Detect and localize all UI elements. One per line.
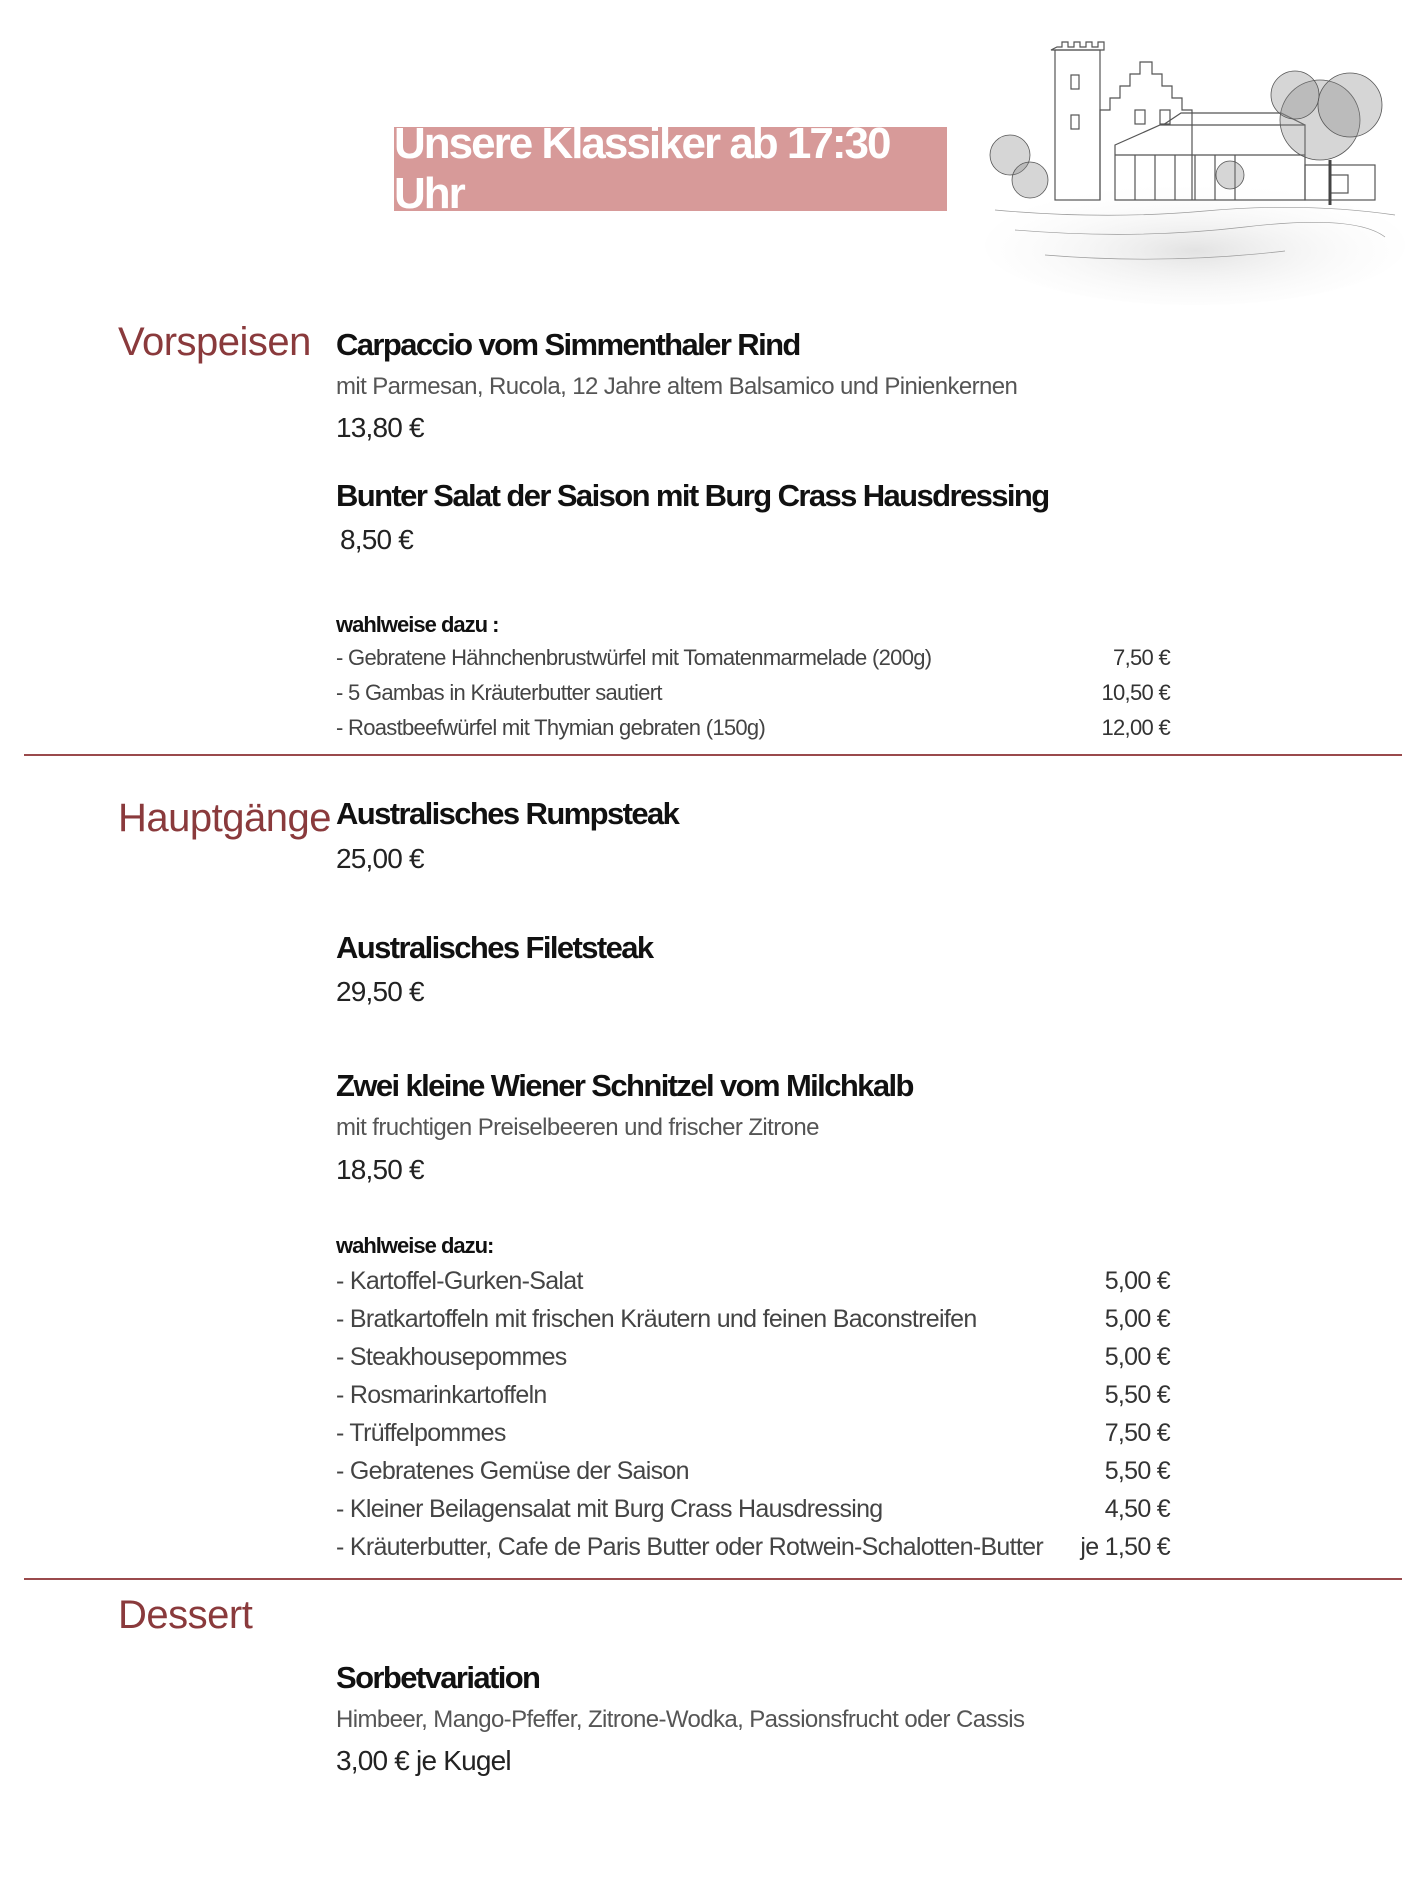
section-label-vorspeisen: Vorspeisen (118, 320, 311, 364)
extra-item-price: 5,00 € (1104, 1343, 1170, 1371)
extra-item-label: - Kräuterbutter, Cafe de Paris Butter oder Rotwein-Schalotten-Butter (336, 1533, 1043, 1561)
extra-item-price: 5,00 € (1104, 1305, 1170, 1333)
extra-item-price: 10,50 € (1101, 680, 1170, 705)
extra-item-label: - Kleiner Beilagensalat mit Burg Crass Hausdressing (336, 1495, 883, 1523)
extra-item (336, 645, 1170, 677)
dish-price: 13,80 € (336, 412, 424, 443)
dish-description: mit fruchtigen Preiselbeeren und frischer Zitrone (336, 1114, 819, 1141)
extra-item (336, 1343, 1170, 1375)
extra-item-label: - Steakhousepommes (336, 1343, 567, 1371)
section-divider (24, 754, 1402, 756)
extra-item (336, 1533, 1170, 1565)
menu-title-banner (394, 119, 947, 218)
extra-item-label: - Rosmarinkartoffeln (336, 1381, 547, 1409)
extra-item (336, 1305, 1170, 1337)
extras-title: wahlweise dazu : (336, 612, 499, 637)
extra-item-price: 5,00 € (1104, 1267, 1170, 1295)
dish-price: 8,50 € (340, 524, 414, 555)
dish-price: 25,00 € (336, 843, 424, 874)
extra-item-label: - Kartoffel-Gurken-Salat (336, 1267, 583, 1295)
dish-price: 18,50 € (336, 1154, 424, 1185)
extra-item (336, 1267, 1170, 1299)
extra-item-label: - Bratkartoffeln mit frischen Kräutern und feinen Baconstreifen (336, 1305, 977, 1333)
extra-item-label: - Roastbeefwürfel mit Thymian gebraten (150g) (336, 715, 766, 740)
extra-item-price: 7,50 € (1113, 645, 1170, 670)
dish-name: Carpaccio vom Simmenthaler Rind (336, 327, 800, 362)
dish-name: Bunter Salat der Saison mit Burg Crass Hausdressing (336, 478, 1049, 513)
dish-price: 3,00 € je Kugel (336, 1745, 511, 1776)
extra-item-price: 7,50 € (1104, 1419, 1170, 1447)
section-label-hauptgaenge: Hauptgänge (118, 796, 331, 840)
dish-name: Australisches Filetsteak (336, 930, 653, 965)
extra-item (336, 1419, 1170, 1451)
extra-item (336, 680, 1170, 712)
section-divider (24, 1578, 1402, 1580)
dish-name: Sorbetvariation (336, 1660, 540, 1695)
extra-item-price: 5,50 € (1104, 1381, 1170, 1409)
dish-description: mit Parmesan, Rucola, 12 Jahre altem Balsamico und Pinienkernen (336, 373, 1018, 400)
extra-item (336, 1495, 1170, 1527)
extras-title: wahlweise dazu: (336, 1233, 494, 1258)
castle-illustration (985, 15, 1405, 305)
dish-name: Australisches Rumpsteak (336, 796, 679, 831)
dish-price: 29,50 € (336, 976, 424, 1007)
extra-item (336, 1381, 1170, 1413)
dish-name: Zwei kleine Wiener Schnitzel vom Milchkalb (336, 1068, 913, 1103)
menu-title: Unsere Klassiker ab 17:30 Uhr (394, 119, 890, 218)
section-label-dessert: Dessert (118, 1593, 253, 1637)
extra-item-price: je 1,50 € (1080, 1533, 1170, 1561)
extra-item-label: - Gebratene Hähnchenbrustwürfel mit Tomatenmarmelade (200g) (336, 645, 932, 670)
extra-item-label: - Gebratenes Gemüse der Saison (336, 1457, 689, 1485)
extra-item-price: 5,50 € (1104, 1457, 1170, 1485)
extra-item-price: 12,00 € (1101, 715, 1170, 740)
extra-item-price: 4,50 € (1104, 1495, 1170, 1523)
extra-item (336, 1457, 1170, 1489)
extra-item-label: - Trüffelpommes (336, 1419, 506, 1447)
dish-description: Himbeer, Mango-Pfeffer, Zitrone-Wodka, Passionsfrucht oder Cassis (336, 1706, 1025, 1733)
extra-item-label: - 5 Gambas in Kräuterbutter sautiert (336, 680, 662, 705)
extra-item (336, 715, 1170, 747)
